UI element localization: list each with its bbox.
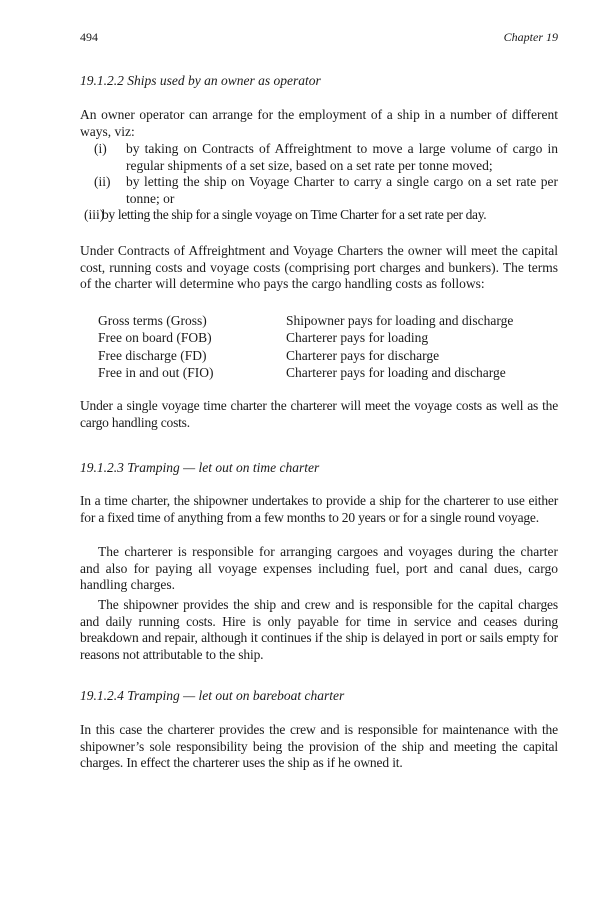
section-heading-19-1-2-3: 19.1.2.3 Tramping — let out on time charter xyxy=(80,460,320,475)
terms-row xyxy=(98,329,558,346)
terms-row xyxy=(98,364,558,381)
term-name: Free on board (FOB) xyxy=(98,330,212,346)
paragraph-bareboat-charter: In this case the charterer provides the crew and is responsible for maintenance with the shipowner’s sole responsibility being the provision of the ship and meeting the capital charges. In effect the charterer uses the ship as if he owned it. xyxy=(80,722,558,771)
paragraph-time-charter-definition: In a time charter, the shipowner undertakes to provide a ship for the charterer to use either for a fixed time of anything from a few months to 20 years or for a single round voyage. xyxy=(80,493,558,525)
list-marker: (iii) xyxy=(84,207,105,223)
list-item-text: by letting the ship on Voyage Charter to carry a single cargo on a set rate per tonne; or xyxy=(126,174,558,206)
list-item-text: by letting the ship for a single voyage on Time Charter for a set rate per day. xyxy=(102,207,487,223)
list-item-text: by taking on Contracts of Affreightment to move a large volume of cargo in regular shipments of a set size, based on a set rate per tonne moved; xyxy=(126,141,558,173)
section-heading-19-1-2-2: 19.1.2.2 Ships used by an owner as operator xyxy=(80,73,321,88)
paragraph-charterer-responsibility: The charterer is responsible for arranging cargoes and voyages during the charter and also for paying all voyage expenses including fuel, port and canal dues, cargo handling charges. xyxy=(80,544,558,593)
list-item xyxy=(80,207,558,224)
terms-row xyxy=(98,347,558,364)
employment-list xyxy=(80,141,558,224)
term-meaning: Charterer pays for discharge xyxy=(286,347,440,363)
term-name: Gross terms (Gross) xyxy=(98,313,207,328)
term-name: Free discharge (FD) xyxy=(98,347,207,363)
term-meaning: Shipowner pays for loading and discharge xyxy=(286,313,514,328)
section-heading-19-1-2-4: 19.1.2.4 Tramping — let out on bareboat charter xyxy=(80,688,345,703)
page-number: 494 xyxy=(80,30,98,44)
paragraph-time-charter-costs: Under a single voyage time charter the charterer will meet the voyage costs as well as the cargo handling costs. xyxy=(80,398,558,430)
paragraph-intro: An owner operator can arrange for the employment of a ship in a number of different ways, viz: xyxy=(80,107,558,139)
paragraph-charter-costs: Under Contracts of Affreightment and Voyage Charters the owner will meet the capital cost, running costs and voyage costs (comprising port charges and bunkers). The terms of the charter will determine who pays the cargo handling costs as follows: xyxy=(80,243,558,292)
running-header xyxy=(80,30,558,46)
term-meaning: Charterer pays for loading xyxy=(286,330,429,346)
terms-row xyxy=(98,312,558,329)
list-item xyxy=(80,174,558,207)
chapter-label: Chapter 19 xyxy=(503,30,558,44)
list-item xyxy=(80,141,558,174)
paragraph-shipowner-responsibility: The shipowner provides the ship and crew and is responsible for the capital charges and daily running costs. Hire is only payable for time in service and ceases during breakdown and repair, although it continues if the ship is delayed in port or sails empty for reasons not attributable to the ship. xyxy=(80,597,558,662)
term-meaning: Charterer pays for loading and discharge xyxy=(286,365,506,381)
term-name: Free in and out (FIO) xyxy=(98,365,214,381)
cargo-handling-terms-table xyxy=(98,312,558,382)
list-marker: (ii) xyxy=(94,174,111,190)
list-marker: (i) xyxy=(94,141,107,156)
